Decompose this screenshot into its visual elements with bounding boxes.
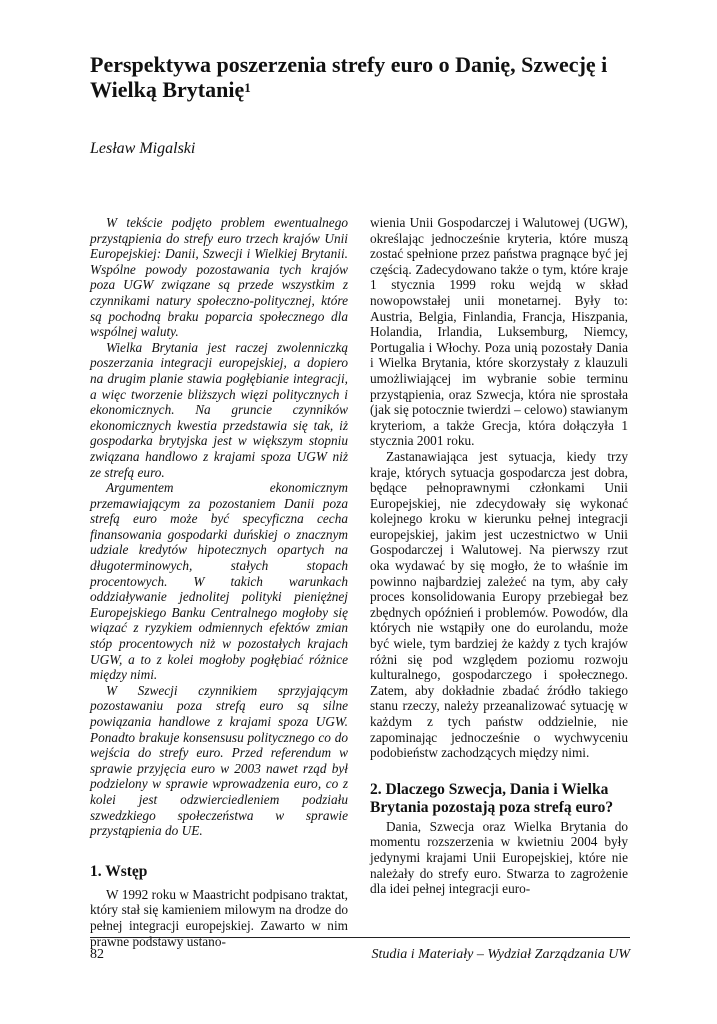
body-paragraph: Zastanawiająca jest sytuacja, kiedy trzy kraje, których sytuacja gospodarcza jest dobra, będące pełnoprawnymi członkami Unii Europejskiej, nie zdecydowały się wykonać kolejnego kroku w kierunku pełnej integracji europejskiej, jakim jest uczestnictwo w Unii Gospodarczej i Walutowej. Na pierwszy rzut oka wydawać by się mogło, że to właśnie im powinno najbardziej zależeć na tym, aby cały proces konsolidowania Europy przebiegał bez zbędnych opóźnień i problemów. Powodów, dla których nie wstąpiły one do eurolandu, może być wiele, tym bardziej że każdy z tych krajów różni się pod względem poziomu rozwoju kulturalnego, gospodarczego i społecznego. Zatem, aby dokładnie zbadać źródło takiego stanu rzeczy, należy przeanalizować sytuację w każdym z tych państw oddzielnie, nie zapominając jednocześnie o wychwyceniu podobieństw zachodzących między nimi. xyxy=(370,448,628,761)
footnote-marker[interactable]: 1 xyxy=(244,80,251,95)
journal-name: Studia i Materiały – Wydział Zarządzania UW xyxy=(371,947,630,962)
article-title-text: Perspektywa poszerzenia strefy euro o Danię, Szwecję i Wielką Brytanię xyxy=(90,52,608,102)
abstract-paragraph: Wielka Brytania jest raczej zwolenniczką poszerzania integracji europejskiej, a dopiero na drugim planie stawia pogłębianie integracji, a więc tworzenie bliższych więzi politycznych i ekonomicznych. Na gruncie czynników ekonomicznych kwestia przedstawia się tak, iż gospodarka brytyjska jest w większym stopniu związana handlowo z krajami spoza UGW niż ze strefą euro. xyxy=(90,339,348,480)
section-heading-why: 2. Dlaczego Szwecja, Dania i Wielka Brytania pozostają poza strefą euro? xyxy=(370,780,614,816)
left-column xyxy=(90,215,348,949)
right-column xyxy=(370,215,628,897)
footer-divider xyxy=(90,937,630,938)
section-heading-intro: 1. Wstęp xyxy=(90,862,148,880)
body-paragraph: W 1992 roku w Maastricht podpisano traktat, który stał się kamieniem milowym na drodze do pełnej integracji europejskiej. Zawarto w nim prawne podstawy ustano- xyxy=(90,886,348,949)
author-name: Lesław Migalski xyxy=(90,140,196,157)
abstract xyxy=(90,215,348,839)
abstract-paragraph: W Szwecji czynnikiem sprzyjającym pozostawaniu poza strefą euro są silne powiązania handlowe z krajami spoza UGW. Ponadto brakuje konsensusu politycznego co do wejścia do strefy euro. Przed referendum w sprawie przyjęcia euro w 2003 nawet rząd był podzielony w sprawie wprowadzenia euro, co z kolei jest odzwierciedleniem podziału szwedzkiego społeczeństwa w sprawie przystąpienia do UE. xyxy=(90,682,348,839)
body-paragraph-continued: wienia Unii Gospodarczej i Walutowej (UGW), określając jednocześnie kryteria, które muszą zostać spełnione przez państwa pragnące być jej częścią. Zadecydowano także o tym, które kraje 1 stycznia 1999 roku wejdą w skład nowopowstałej unii monetarnej. Były to: Austria, Belgia, Finlandia, Francja, Hiszpania, Holandia, Irlandia, Luksemburg, Niemcy, Portugalia i Włochy. Poza unią pozostały Dania i Wielka Brytania, które skorzystały z klauzuli umożliwiającej im wybranie sobie terminu przystąpienia, oraz Szwecja, która nie sprostała (jak się potocznie twierdzi – celowo) stawianym kryteriom, a także Grecja, która dołączyła 1 stycznia 2001 roku. xyxy=(370,215,628,449)
article-title xyxy=(90,52,650,102)
body-paragraph: Dania, Szwecja oraz Wielka Brytania do momentu rozszerzenia w kwietniu 2004 były jedynymi krajami Unii Europejskiej, które nie należały do strefy euro. Stwarza to zagrożenie dla idei pełnej integracji euro- xyxy=(370,818,628,897)
page-number: 82 xyxy=(90,947,104,962)
abstract-paragraph: Argumentem ekonomicznym przemawiającym za pozostaniem Danii poza strefą euro może być specyficzna cecha finansowania gospodarki duńskiej o znacznym udziale kredytów hipotecznych opartych na długoterminowych, stałych stopach procentowych. W takich warunkach oddziaływanie jednolitej polityki pieniężnej Europejskiego Banku Centralnego mogłoby się wiązać z ryzykiem odmiennych efektów zmian stóp procentowych niż w pozostałych krajach UGW, a to z kolei mogłoby pogłębiać różnice między nimi. xyxy=(90,480,348,683)
abstract-paragraph: W tekście podjęto problem ewentualnego przystąpienia do strefy euro trzech krajów Unii Europejskiej: Danii, Szwecji i Wielkiej Brytanii. Wspólne powody pozostawania tych krajów poza UGW związane są przede wszystkim z czynnikami natury społeczno-politycznej, które są pochodną braku poparcia społecznego dla wspólnej waluty. xyxy=(90,215,348,340)
